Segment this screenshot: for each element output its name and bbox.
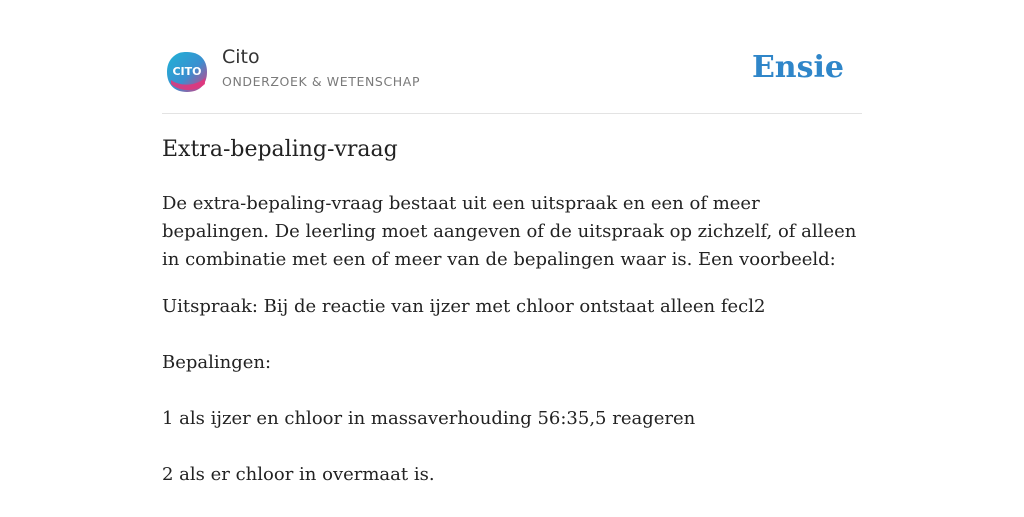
- determination-item: 2 als er chloor in overmaat is.: [162, 464, 435, 485]
- logo-text: CITO: [172, 65, 202, 78]
- determinations-label: Bepalingen:: [162, 352, 272, 373]
- org-name[interactable]: Cito: [222, 46, 260, 68]
- intro-paragraph: De extra-bepaling-vraag bestaat uit een uitspraak en een of meer bepalingen. De leerling moet aangeven of de uitspraak op zichzelf, of alleen in combinatie met een of meer van de bepalingen waar is. Een voorbeeld:: [162, 193, 857, 270]
- org-subtitle: ONDERZOEK & WETENSCHAP: [222, 74, 421, 89]
- article-body: [162, 190, 862, 517]
- cito-logo[interactable]: [165, 50, 209, 94]
- example-statement: Uitspraak: Bij de reactie van ijzer met chloor ontstaat alleen fecl2: [162, 296, 766, 317]
- determination-item: 1 als ijzer en chloor in massaverhouding 56:35,5 reageren: [162, 408, 696, 429]
- ensie-brand-link[interactable]: Ensie: [751, 50, 844, 85]
- page-header: [162, 46, 862, 114]
- article-title: Extra-bepaling-vraag: [162, 137, 398, 162]
